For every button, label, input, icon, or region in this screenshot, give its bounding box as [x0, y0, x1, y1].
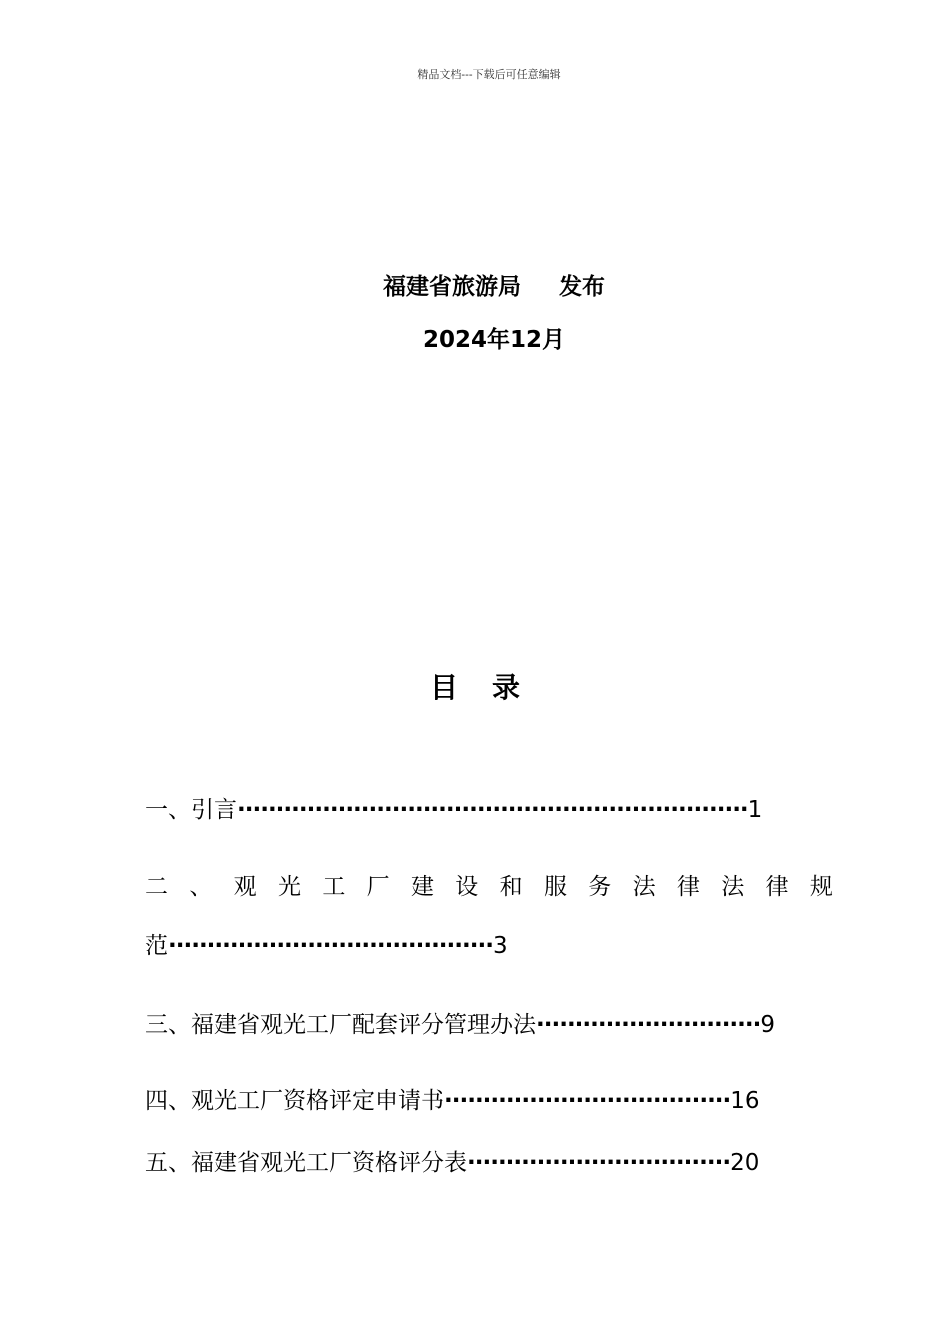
- publisher-name: 福建省旅游局: [383, 274, 521, 300]
- toc-entry-char: 法: [721, 874, 745, 900]
- toc-page-number: 3: [492, 933, 508, 959]
- toc-entry-char: 规: [809, 874, 833, 900]
- header-watermark: 精品文档---下载后可任意编辑: [417, 68, 561, 81]
- toc-entry-2-line2[interactable]: [145, 930, 508, 962]
- toc-leader-dots: ·····································: [444, 1088, 731, 1114]
- toc-entry-char: 工: [322, 874, 346, 900]
- toc-entry-char: 、: [189, 874, 213, 900]
- toc-entry-4[interactable]: [145, 1085, 760, 1117]
- toc-entry-char: 务: [588, 874, 612, 900]
- toc-entry-char: 法: [632, 874, 656, 900]
- toc-entry-2-line1[interactable]: [145, 871, 833, 903]
- toc-entry-5[interactable]: [145, 1147, 759, 1179]
- publish-date: 2024年12月: [422, 327, 566, 353]
- toc-page-number: 9: [760, 1012, 776, 1038]
- toc-entry-char: 服: [543, 874, 567, 900]
- toc-entry-char: 观: [233, 874, 257, 900]
- toc-entry-label: 一、引言: [145, 797, 237, 823]
- toc-leader-dots: ··································: [467, 1150, 731, 1176]
- toc-title: 目录: [429, 671, 554, 704]
- toc-page-number: 16: [730, 1088, 760, 1114]
- toc-leader-dots: ··································································: [237, 797, 748, 823]
- publisher-line: [0, 268, 950, 301]
- toc-entry-char: 厂: [366, 874, 390, 900]
- toc-entry-char: 和: [499, 874, 523, 900]
- publish-word: 发布: [559, 274, 605, 300]
- toc-page-number: 1: [747, 797, 763, 823]
- toc-entry-char: 律: [765, 874, 789, 900]
- toc-entry-label: 四、观光工厂资格评定申请书: [145, 1088, 444, 1114]
- toc-entry-char: 光: [277, 874, 301, 900]
- toc-entry-label: 五、福建省观光工厂资格评分表: [145, 1150, 467, 1176]
- toc-entry-char: 二: [145, 874, 168, 900]
- toc-entry-label: 范: [145, 933, 168, 959]
- toc-leader-dots: ··········································: [168, 933, 493, 959]
- toc-page-number: 20: [730, 1150, 760, 1176]
- toc-entry-3[interactable]: [145, 1009, 775, 1041]
- toc-entry-label: 三、福建省观光工厂配套评分管理办法: [145, 1012, 536, 1038]
- toc-entry-char: 律: [676, 874, 700, 900]
- toc-entry-1[interactable]: [145, 794, 762, 826]
- toc-leader-dots: ·····························: [536, 1012, 761, 1038]
- toc-entry-char: 设: [455, 874, 479, 900]
- toc-entry-char: 建: [410, 874, 434, 900]
